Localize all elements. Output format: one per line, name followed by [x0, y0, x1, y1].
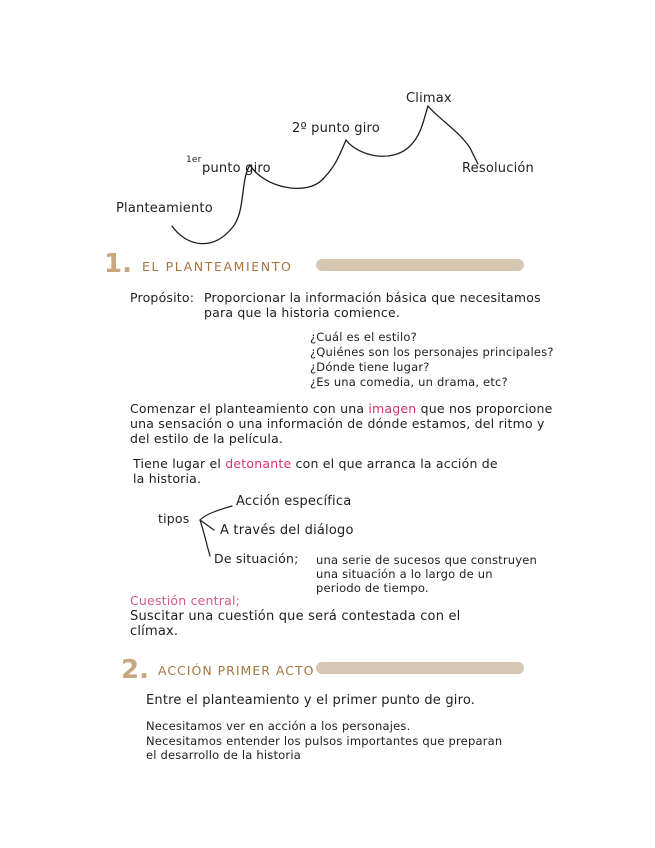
section2-line2: Necesitamos ver en acción a los personajes. [146, 719, 411, 733]
question-item: ¿Dónde tiene lugar? [310, 360, 430, 374]
section2-line3: Necesitamos entender los pulsos importantes que preparan [146, 734, 503, 748]
section1-bar [316, 259, 524, 271]
purpose-label: Propósito: [130, 290, 195, 305]
label-setup: Planteamiento [116, 201, 213, 216]
label-first-turn: punto giro [202, 161, 271, 176]
para1-line2: una sensación o una información de dónde estamos, del ritmo y [130, 416, 545, 431]
para2-text-b: con el que arranca la acción de [295, 456, 498, 471]
section2-number: 2. [121, 655, 149, 685]
types-label: tipos [158, 511, 190, 526]
section1-number: 1. [104, 249, 132, 279]
type-item: De situación; [214, 551, 299, 566]
para2-line2: la historia. [133, 471, 202, 486]
question-item: ¿Quiénes son los personajes principales? [310, 345, 554, 359]
purpose-line2: para que la historia comience. [204, 305, 401, 320]
label-first-turn-sup: 1er [186, 155, 202, 165]
label-second-turn: 2º punto giro [292, 121, 380, 136]
section1-title: EL PLANTEAMIENTO [142, 259, 293, 274]
para1-line3: del estilo de la película. [130, 431, 284, 446]
central-question-line2: clímax. [130, 624, 179, 639]
label-climax: Climax [406, 91, 452, 106]
para1-text-a: Comenzar el planteamiento con una [130, 401, 365, 416]
para2-highlight-trigger: detonante [225, 456, 292, 471]
section2-title: ACCIÓN PRIMER ACTO [158, 663, 315, 678]
para1-line1 [130, 401, 553, 416]
central-question-line1: Suscitar una cuestión que será contestada con el [130, 609, 461, 624]
para2-line1 [133, 456, 498, 471]
section2-line1: Entre el planteamiento y el primer punto de giro. [146, 693, 476, 708]
type-item: A través del diálogo [220, 523, 354, 538]
para1-text-b: que nos proporcione [420, 401, 553, 416]
label-resolution: Resolución [462, 161, 534, 176]
central-question-label: Cuestión central; [130, 593, 241, 608]
situation-desc-line3: periodo de tiempo. [316, 581, 429, 595]
purpose-line1: Proporcionar la información básica que necesitamos [204, 290, 541, 305]
question-item: ¿Es una comedia, un drama, etc? [310, 375, 508, 389]
type-item: Acción específica [236, 494, 352, 509]
para2-text-a: Tiene lugar el [133, 456, 222, 471]
question-item: ¿Cuál es el estilo? [310, 330, 417, 344]
situation-desc-line1: una serie de sucesos que construyen [316, 553, 538, 567]
situation-desc-line2: una situación a lo largo de un [316, 567, 493, 581]
section2-bar [316, 662, 524, 674]
para1-highlight-image: imagen [368, 401, 417, 416]
section2-line4: el desarrollo de la historia [146, 748, 301, 762]
